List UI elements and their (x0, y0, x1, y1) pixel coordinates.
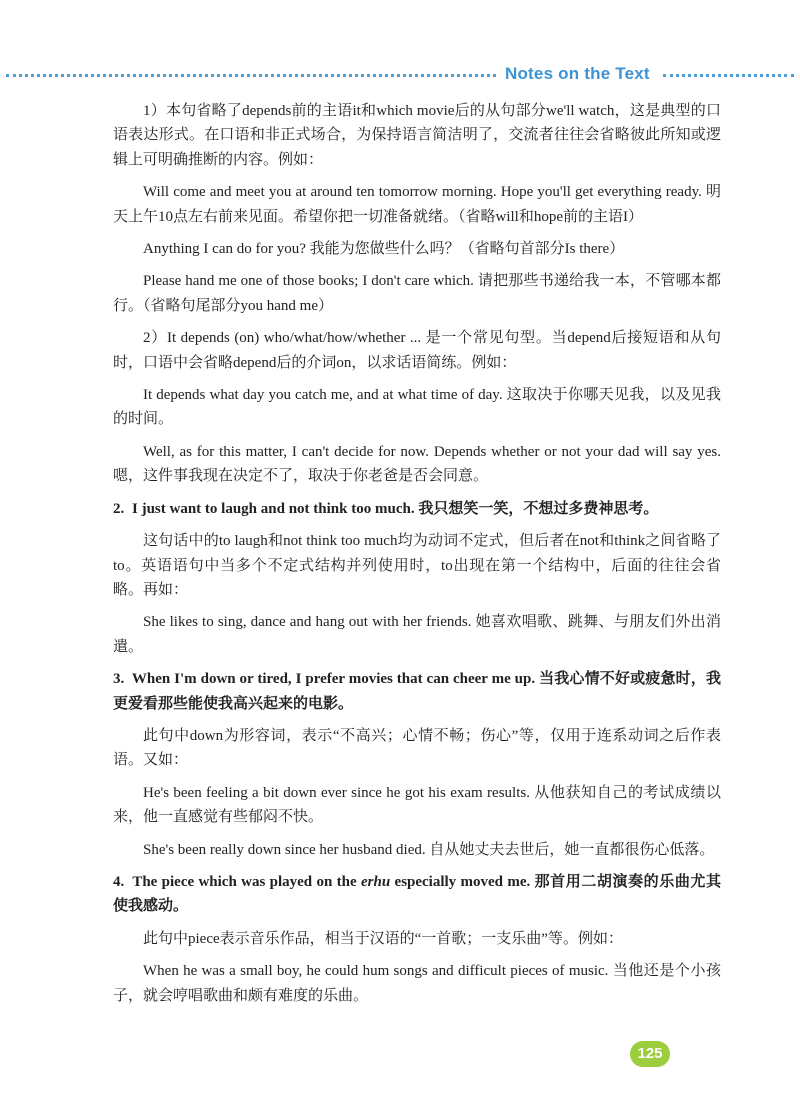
header-title: Notes on the Text (505, 64, 650, 83)
note-1-2-paragraph: 2）It depends (on) who/what/how/whether ... 是一个常见句型。当depend后接短语和从句时，口语中会省略depend后的介词on，以求话语简练。例如： (113, 330, 721, 371)
note-heading-english: When I'm down or tired, I prefer movies that can cheer me up. (131, 671, 536, 688)
note-heading-chinese: 当我心情不好或疲惫时，我更爱看那些能使我高兴起来的电影。 (113, 671, 722, 712)
note-1-1-paragraph: 1）本句省略了depends前的主语it和which movie后的从句部分we'll watch，这是典型的口语表达形式。在口语和非正式场合，为保持语言简洁明了，交流者往往会省略彼此所知或逻辑上可明确推断的内容。例如： (113, 103, 721, 168)
note-heading-english: I just want to laugh and not think too much. (132, 500, 415, 517)
example-paragraph: Please hand me one of those books; I don't care which. 请把那些书递给我一本，不管哪本都行。（省略句尾部分you hand me） (113, 273, 721, 314)
example-paragraph: She likes to sing, dance and hang out with her friends. 她喜欢唱歌、跳舞、与朋友们外出消遣。 (113, 614, 721, 655)
note-number: 3. (113, 671, 125, 688)
page-header (0, 62, 800, 88)
notes-content (113, 99, 721, 1016)
explanation-paragraph: 此句中piece表示音乐作品，相当于汉语的“一首歌；一支乐曲”等。例如： (143, 930, 623, 947)
note-heading-chinese: 我只想笑一笑，不想过多费神思考。 (418, 500, 659, 517)
note-3-heading (113, 667, 721, 716)
note-number: 4. (113, 873, 125, 890)
note-4-heading (113, 870, 721, 919)
note-heading-chinese: 那首用二胡演奏的乐曲尤其使我感动。 (113, 873, 721, 915)
explanation-paragraph: 这句话中的to laugh和not think too much均为动词不定式，但后者在not和think之间省略了to。英语语句中当多个不定式结构并列使用时，to出现在第一个结构中，后面的往往会省略。再如： (113, 533, 721, 598)
example-paragraph: Anything I can do for you? 我能为您做些什么吗？（省略句首部分Is there） (143, 241, 625, 258)
page-number-badge: 125 (630, 1041, 670, 1067)
note-heading-english-italic: erhu (361, 873, 391, 890)
example-paragraph: She's been really down since her husband died. 自从她丈夫去世后，她一直都很伤心低落。 (143, 841, 715, 858)
note-heading-english: especially moved me. (394, 873, 531, 890)
example-paragraph: Will come and meet you at around ten tomorrow morning. Hope you'll get everything ready. 明天上午10点左右前来见面。希望你把一切准备就绪。（省略will和hope前的主语I） (113, 184, 721, 225)
example-paragraph: It depends what day you catch me, and at what time of day. 这取决于你哪天见我，以及见我的时间。 (113, 387, 721, 428)
note-2-heading (113, 497, 721, 521)
example-paragraph: Well, as for this matter, I can't decide for now. Depends whether or not your dad will say yes. 嗯，这件事我现在决定不了，取决于你老爸是否会同意。 (113, 443, 721, 485)
header-dotted-rule-left (6, 74, 496, 77)
note-number: 2. (113, 500, 125, 517)
header-dotted-rule-right (663, 74, 794, 77)
example-paragraph: He's been feeling a bit down ever since he got his exam results. 从他获知自己的考试成绩以来，他一直感觉有些郁闷不快。 (113, 784, 721, 826)
explanation-paragraph: 此句中down为形容词，表示“不高兴；心情不畅；伤心”等，仅用于连系动词之后作表语。又如： (113, 727, 721, 769)
example-paragraph: When he was a small boy, he could hum songs and difficult pieces of music. 当他还是个小孩子，就会哼唱歌曲和颇有难度的乐曲。 (113, 963, 721, 1004)
note-heading-english: The piece which was played on the (132, 873, 357, 890)
